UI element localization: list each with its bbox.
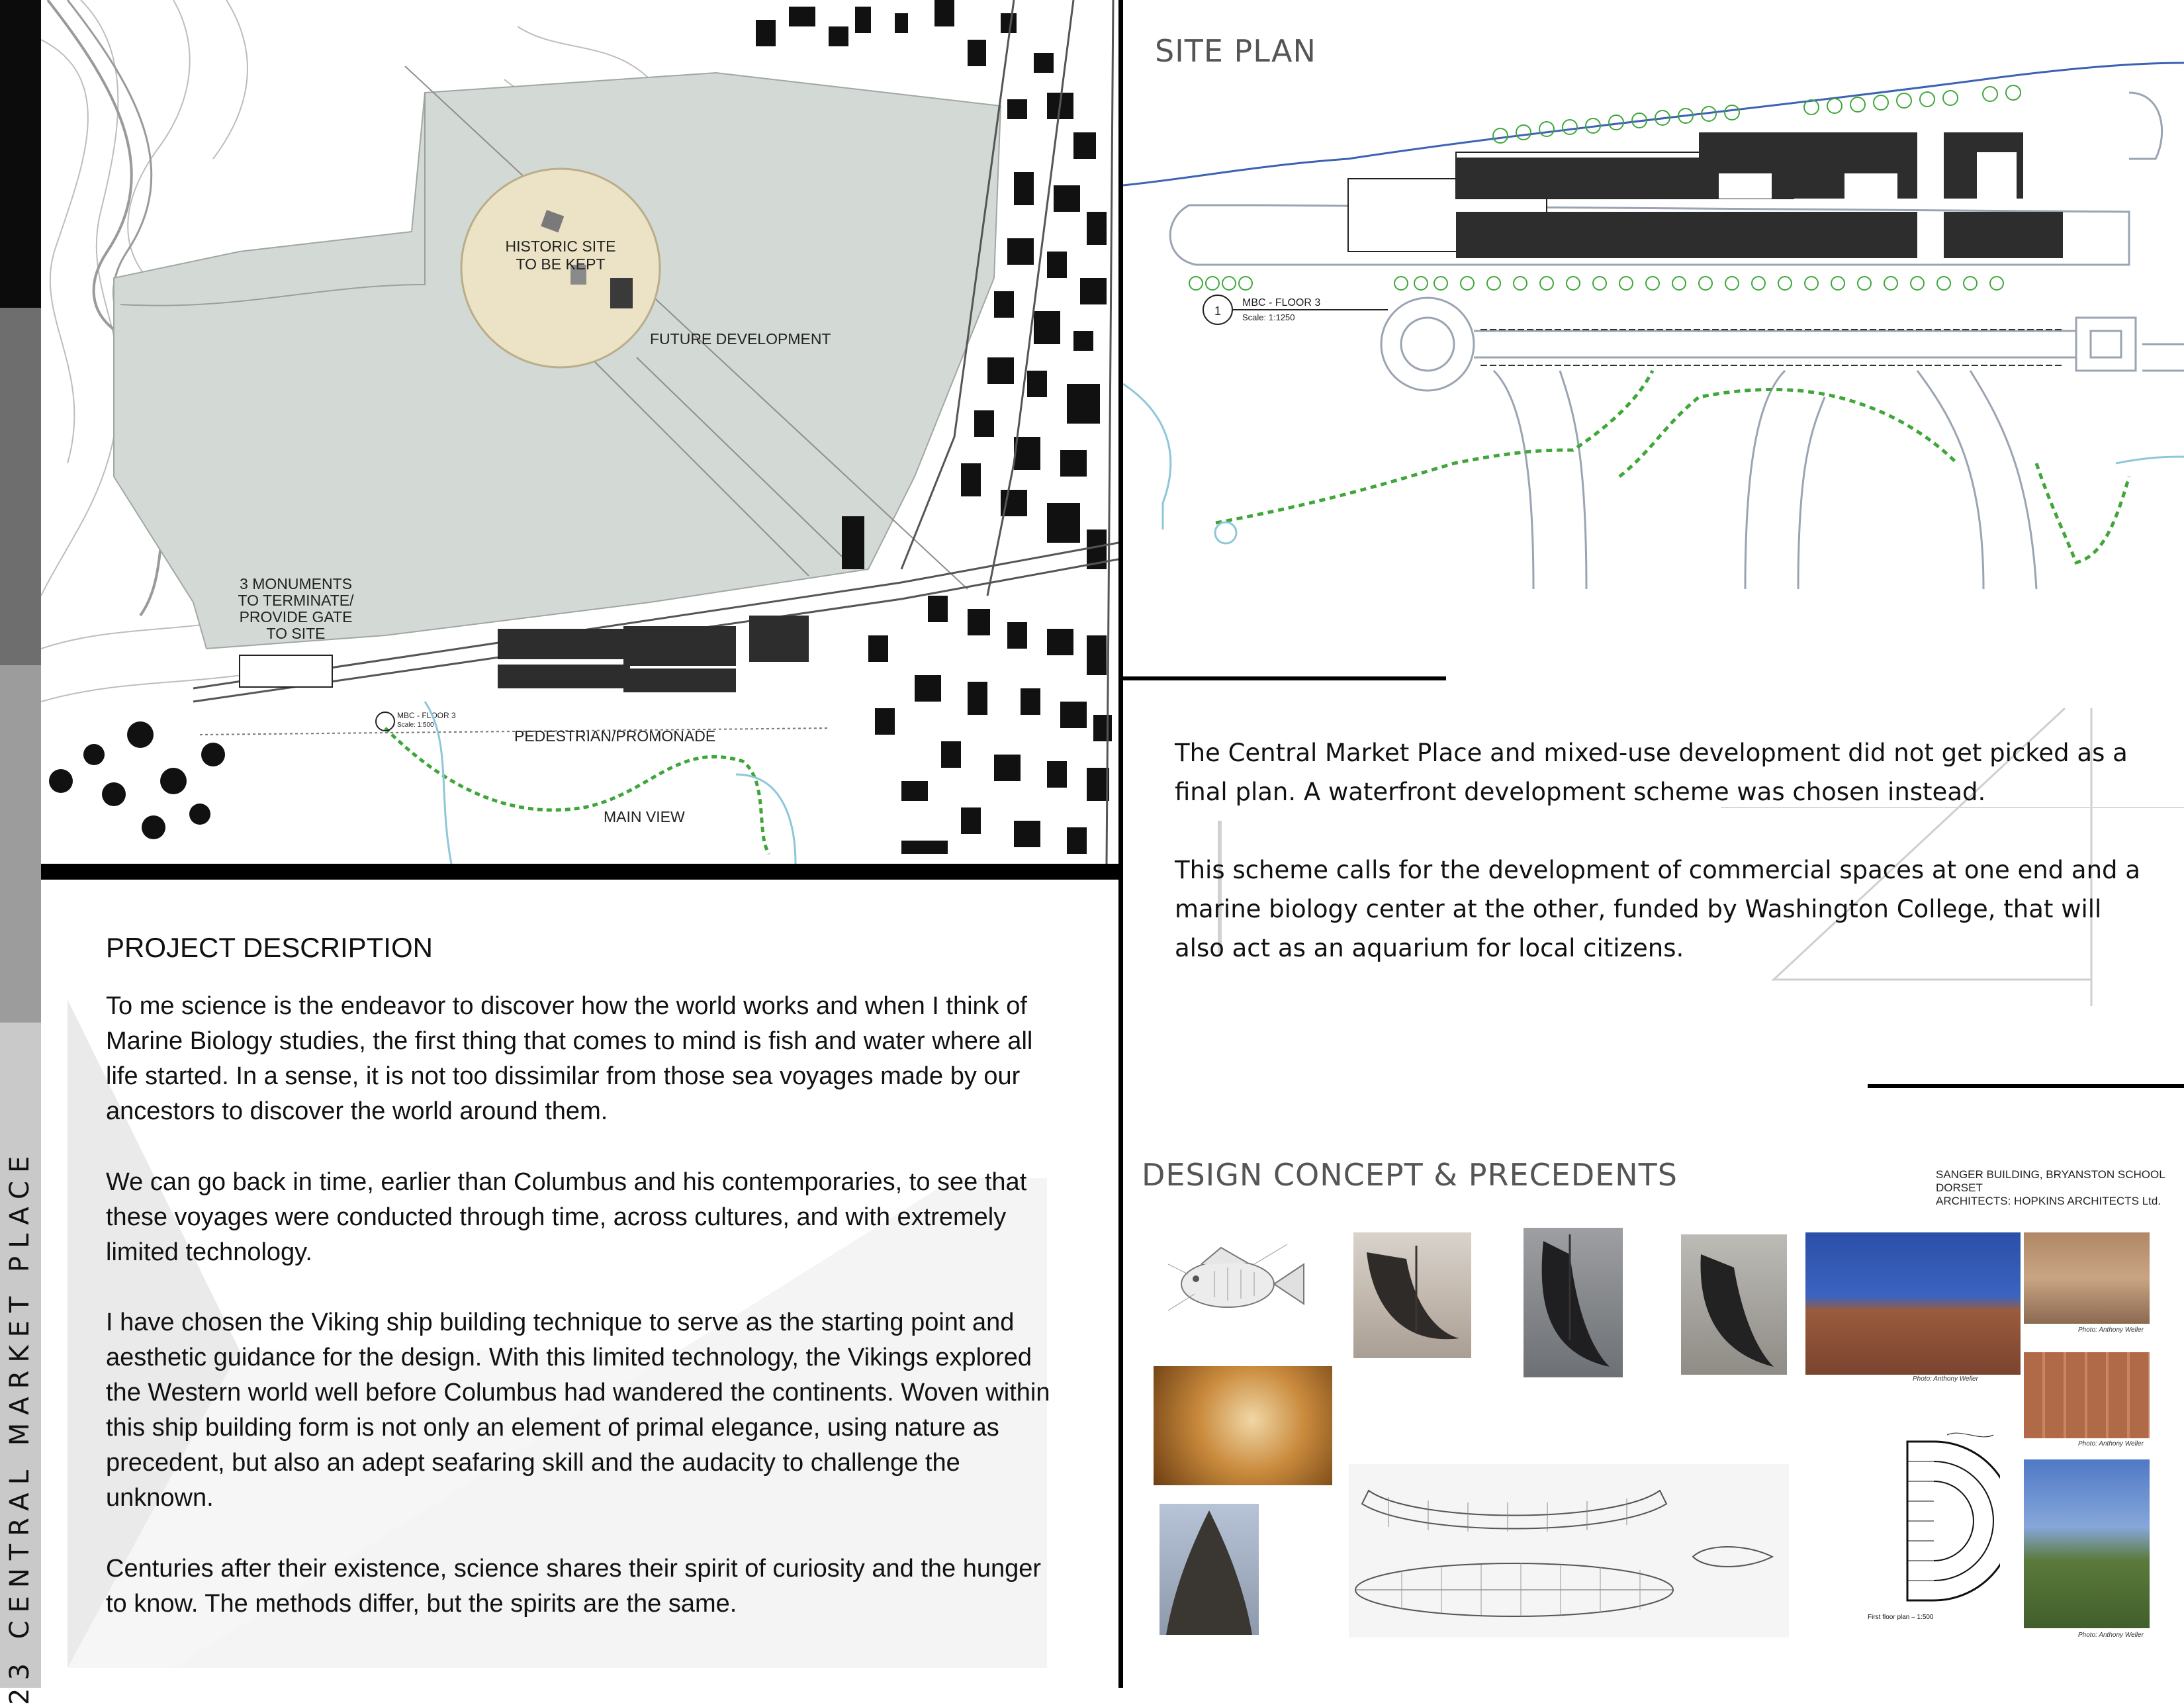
- promenade-label: PEDESTRIAN/PROMONADE: [514, 727, 716, 745]
- project-description-paragraph-2: We can go back in time, earlier than Columbus and his contemporaries, to see that these voyages were conducted through time, across cultures, and with extremely limited technology.: [106, 1168, 1027, 1266]
- section-divider-1: [1123, 676, 1446, 680]
- section-divider-2: [1868, 1084, 2184, 1088]
- monuments-label-1: 3 MONUMENTS: [240, 575, 352, 592]
- spine-band-black: [0, 0, 41, 308]
- summary-paragraph-1: The Central Market Place and mixed-use development did not get picked as a final plan. A waterfront development scheme was chosen instead.: [1175, 739, 2128, 806]
- monuments-label-4: TO SITE: [266, 625, 326, 642]
- viking-ship-photo-1: [1353, 1232, 1471, 1358]
- fish-anatomy-sketch: [1155, 1231, 1314, 1337]
- sanger-building-floor-plan: [1868, 1422, 2000, 1614]
- page-spine: [0, 0, 41, 1705]
- historic-site-label-1: HISTORIC SITE: [505, 238, 616, 255]
- spine-band-gray: [0, 665, 41, 1023]
- sanger-building-photo-dusk: [1805, 1232, 2021, 1375]
- project-description-paragraph-1: To me science is the endeavor to discover how the world works and when I think of Marine Biology studies, the first thing that comes to mind is fish and water where all life started. In a sense, it is not too dissimilar from those sea voyages made by our ancestors to discover the world around them.: [106, 992, 1033, 1125]
- photo-credit-2: Photo: Anthony Weller: [2078, 1326, 2144, 1334]
- precedent-caption: [1936, 1168, 2165, 1208]
- viking-ship-photo-3: [1681, 1234, 1787, 1375]
- map-scale-tag-title: MBC - FLOOR 3: [397, 711, 456, 720]
- viking-ship-photo-2: [1524, 1228, 1623, 1377]
- photo-credit-4: Photo: Anthony Weller: [2078, 1632, 2144, 1639]
- site-plan-tag-scale: Scale: 1:1250: [1242, 312, 1295, 322]
- monuments-label-2: TO TERMINATE/: [238, 592, 354, 609]
- photo-credit-1: Photo: Anthony Weller: [1913, 1375, 1978, 1383]
- viking-ship-construction-drawing: [1349, 1464, 1789, 1637]
- site-map: [41, 0, 1118, 864]
- map-bottom-divider: [41, 864, 1118, 880]
- site-plan-drawing: [1123, 0, 2184, 609]
- map-scale-tag-scale: Scale: 1:500: [397, 721, 434, 729]
- sanger-building-photo-exterior: [2024, 1459, 2150, 1628]
- main-view-label: MAIN VIEW: [604, 808, 685, 825]
- sanger-building-photo-facade: [2024, 1352, 2150, 1438]
- hand-touching-photo: [1154, 1366, 1332, 1485]
- project-description-paragraph-4: Centuries after their existence, science shares their spirit of curiosity and the hunger to know. The methods differ, but the spirits are the same.: [106, 1555, 1042, 1618]
- sanger-building-photo-arcade: [2024, 1232, 2150, 1324]
- project-description-paragraph-3: I have chosen the Viking ship building technique to serve as the starting point and aesthetic guidance for the design. With this limited technology, the Vikings explored the Western world well before Columbus had wandered the continents. Woven within this ship building form is not only an element of primal elegance, using nature as precedent, but also an adept seafaring skill and the audacity to challenge the unknown.: [106, 1309, 1050, 1512]
- photo-credit-3: Photo: Anthony Weller: [2078, 1440, 2144, 1448]
- center-divider: [1118, 0, 1123, 1688]
- summary-paragraph-2: This scheme calls for the development of commercial spaces at one end and a marine biology center at the other, funded by Washington College, that will also act as an aquarium for local citizens.: [1175, 856, 2140, 962]
- spine-title: 23 CENTRAL MARKET PLACE: [5, 1148, 35, 1705]
- floor-plan-caption: First floor plan – 1:500: [1868, 1614, 1934, 1621]
- site-plan-tag-title: MBC - FLOOR 3: [1242, 297, 1321, 308]
- site-plan-tag-number: 1: [1214, 304, 1222, 318]
- future-development-label: FUTURE DEVELOPMENT: [650, 330, 831, 347]
- precedent-caption-line-3: ARCHITECTS: HOPKINS ARCHITECTS Ltd.: [1936, 1195, 2161, 1207]
- viking-ship-bow-photo: [1160, 1504, 1259, 1635]
- spine-band-dark-gray: [0, 308, 41, 665]
- design-concept-heading: DESIGN CONCEPT & PRECEDENTS: [1142, 1157, 1678, 1193]
- monuments-label-3: PROVIDE GATE: [239, 608, 353, 625]
- historic-site-label-2: TO BE KEPT: [516, 255, 606, 273]
- precedent-caption-line-2: DORSET: [1936, 1181, 1983, 1194]
- site-plan-heading: SITE PLAN: [1155, 33, 1316, 69]
- project-description-heading: PROJECT DESCRIPTION: [106, 932, 433, 963]
- precedent-caption-line-1: SANGER BUILDING, BRYANSTON SCHOOL: [1936, 1168, 2165, 1181]
